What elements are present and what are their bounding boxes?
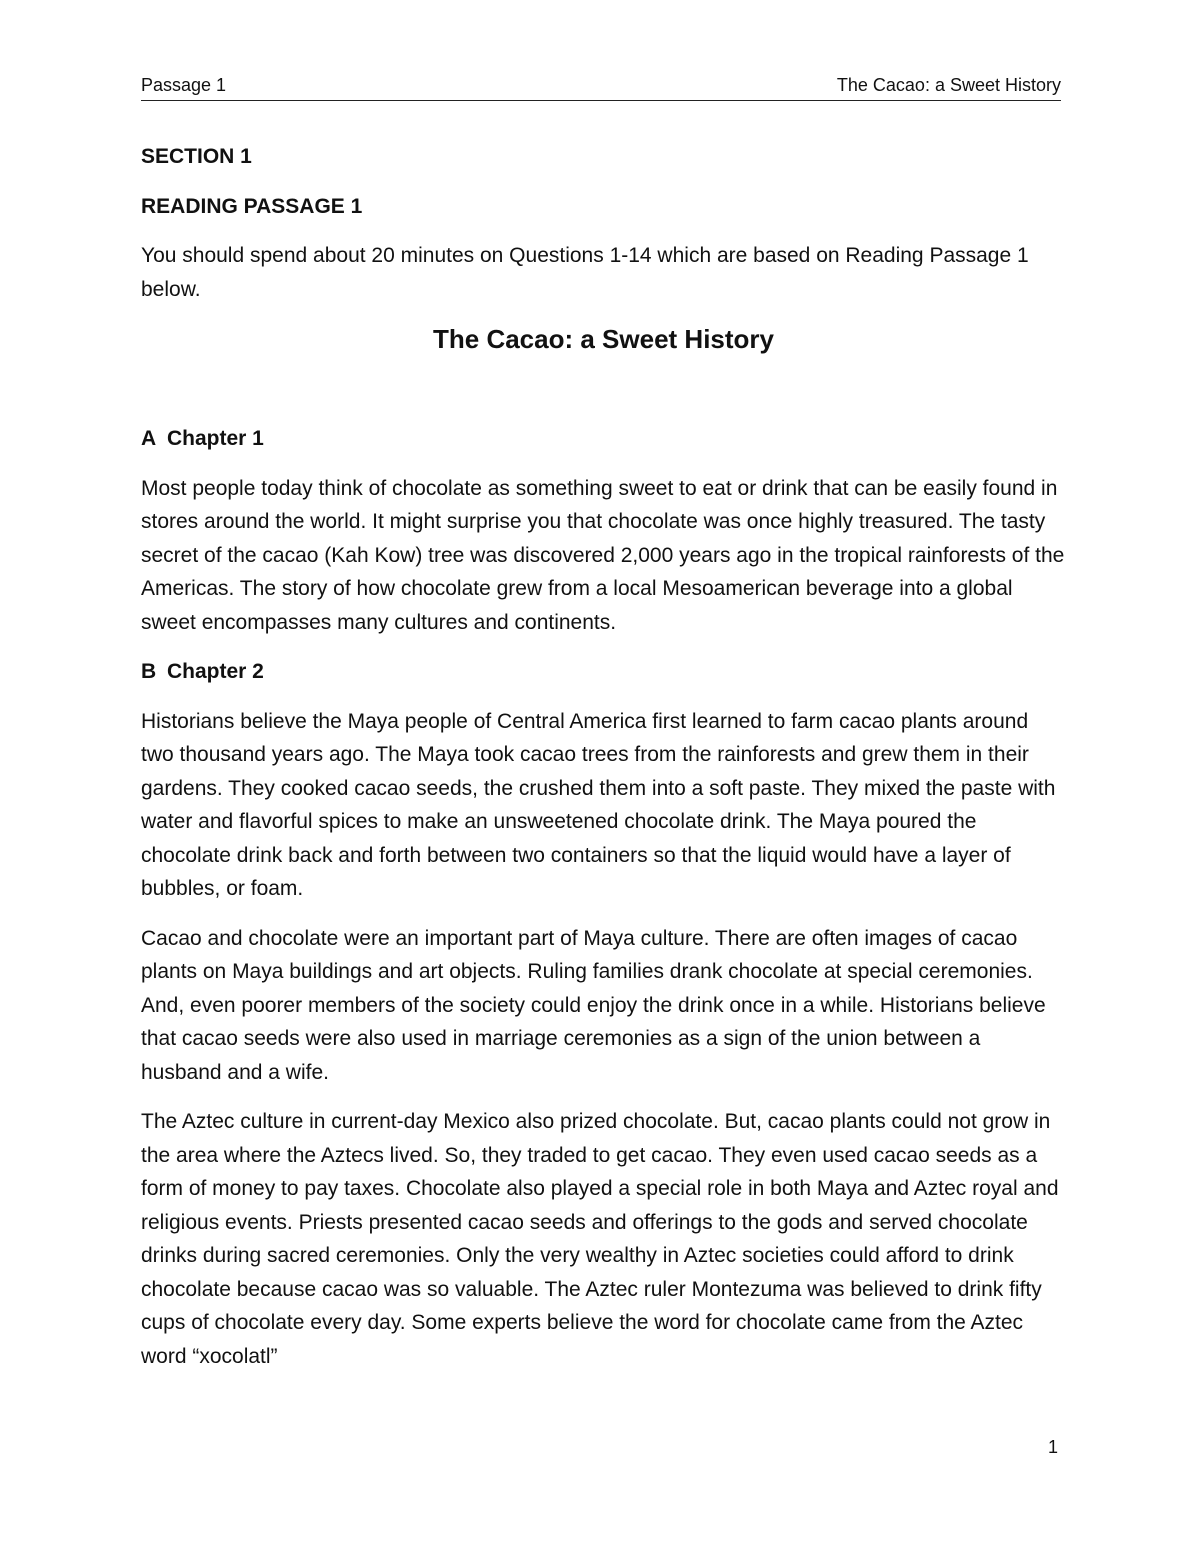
instructions: You should spend about 20 minutes on Questions 1-14 which are based on Reading Passage 1 below. — [141, 244, 1029, 301]
chapter-title: Chapter 2 — [167, 660, 264, 683]
section-label: SECTION 1 — [141, 145, 252, 168]
document-title: The Cacao: a Sweet History — [433, 324, 774, 354]
chapter-b-paragraph-2: Cacao and chocolate were an important part of Maya culture. There are often images of cacao plants on Maya buildings and art objects. Ruling families drank chocolate at special ceremonies. And, even poorer members of the society could enjoy the drink once in a while. Historians believe that cacao seeds were also used in marriage ceremonies as a sign of the union between a husband and a wife. — [141, 926, 1046, 1084]
running-header — [141, 74, 1061, 101]
chapter-heading-b — [141, 655, 1066, 689]
chapter-title: Chapter 1 — [167, 427, 264, 450]
document-body — [141, 140, 1066, 1389]
chapter-b-paragraph-1: Historians believe the Maya people of Central America first learned to farm cacao plants around two thousand years ago. The Maya took cacao trees from the rainforests and grew them in their gardens. They cooked cacao seeds, the crushed them into a soft paste. They mixed the paste with water and flavorful spices to make an unsweetened chocolate drink. The Maya poured the chocolate drink back and forth between two containers so that the liquid would have a layer of bubbles, or foam. — [141, 709, 1056, 900]
passage-label: READING PASSAGE 1 — [141, 194, 363, 218]
page-number: 1 — [1047, 1437, 1058, 1457]
chapter-b-paragraph-3: The Aztec culture in current-day Mexico also prized chocolate. But, cacao plants could not grow in the area where the Aztecs lived. So, they traded to get cacao. They even used cacao seeds as a form of money to pay taxes. Chocolate also played a special role in both Maya and Aztec royal and religious events. Priests presented cacao seeds and offerings to the gods and served chocolate drinks during sacred ceremonies. Only the very wealthy in Aztec societies could afford to drink chocolate because cacao was so valuable. The Aztec ruler Montezuma was believed to drink fifty cups of chocolate every day. Some experts believe the word for chocolate came from the Aztec word “xocolatl” — [141, 1110, 1059, 1368]
chapter-letter: A — [141, 427, 157, 450]
chapter-heading-a — [141, 422, 1066, 456]
header-document-title: The Cacao: a Sweet History — [836, 75, 1061, 95]
chapter-a-paragraph-1: Most people today think of chocolate as something sweet to eat or drink that can be easily found in stores around the world. It might surprise you that chocolate was once highly treasured. The tasty secret of the cacao (Kah Kow) tree was discovered 2,000 years ago in the tropical rainforests of the Americas. The story of how chocolate grew from a local Mesoamerican beverage into a global sweet encompasses many cultures and continents. — [141, 476, 1065, 634]
header-passage-label: Passage 1 — [141, 75, 227, 95]
chapter-letter: B — [141, 660, 157, 683]
